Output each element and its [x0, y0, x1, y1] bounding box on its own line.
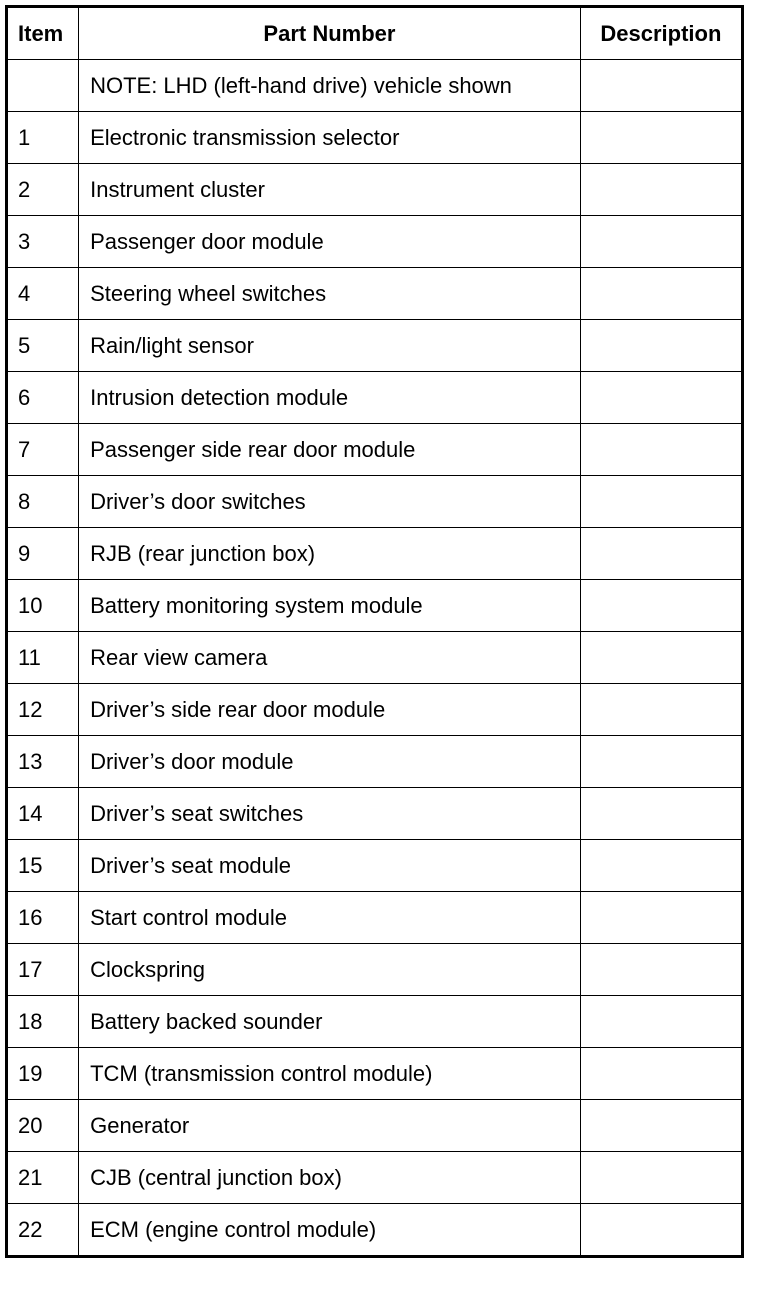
- item-number-cell: 18: [7, 996, 79, 1048]
- item-number-cell: 7: [7, 424, 79, 476]
- table-row: [7, 164, 743, 216]
- part-number-cell: RJB (rear junction box): [79, 528, 581, 580]
- part-number-cell: Clockspring: [79, 944, 581, 996]
- table-row: [7, 268, 743, 320]
- description-cell: [580, 580, 742, 632]
- table-row: [7, 580, 743, 632]
- part-number-cell: Generator: [79, 1100, 581, 1152]
- part-number-cell: Intrusion detection module: [79, 372, 581, 424]
- part-number-cell: Battery backed sounder: [79, 996, 581, 1048]
- description-cell: [580, 112, 742, 164]
- item-number-cell: 13: [7, 736, 79, 788]
- part-number-cell: Passenger door module: [79, 216, 581, 268]
- part-number-cell: Rear view camera: [79, 632, 581, 684]
- part-number-cell: Steering wheel switches: [79, 268, 581, 320]
- part-number-cell: Electronic transmission selector: [79, 112, 581, 164]
- description-cell: [580, 424, 742, 476]
- item-number-cell: 14: [7, 788, 79, 840]
- table-row: [7, 632, 743, 684]
- description-cell: [580, 216, 742, 268]
- item-number-cell: 10: [7, 580, 79, 632]
- part-number-cell: ECM (engine control module): [79, 1204, 581, 1257]
- description-cell: [580, 1152, 742, 1204]
- table-row: [7, 528, 743, 580]
- table-row: [7, 216, 743, 268]
- table-row: [7, 996, 743, 1048]
- description-cell: [580, 840, 742, 892]
- table-body: [7, 60, 743, 1257]
- part-number-cell: Driver’s door module: [79, 736, 581, 788]
- description-cell: [580, 996, 742, 1048]
- part-number-cell: CJB (central junction box): [79, 1152, 581, 1204]
- item-number-cell: 11: [7, 632, 79, 684]
- description-cell: [580, 268, 742, 320]
- item-number-cell: [7, 60, 79, 112]
- table-header: [7, 7, 743, 60]
- part-number-cell: Battery monitoring system module: [79, 580, 581, 632]
- item-number-cell: 19: [7, 1048, 79, 1100]
- header-description: Description: [580, 7, 742, 60]
- part-number-cell: Rain/light sensor: [79, 320, 581, 372]
- table-row: [7, 372, 743, 424]
- table-row: [7, 1100, 743, 1152]
- table-row: [7, 1204, 743, 1257]
- item-number-cell: 20: [7, 1100, 79, 1152]
- part-number-cell: Instrument cluster: [79, 164, 581, 216]
- description-cell: [580, 1204, 742, 1257]
- description-cell: [580, 1048, 742, 1100]
- table-row: [7, 1152, 743, 1204]
- part-number-cell: Passenger side rear door module: [79, 424, 581, 476]
- table-row: [7, 320, 743, 372]
- description-cell: [580, 736, 742, 788]
- item-number-cell: 12: [7, 684, 79, 736]
- part-number-cell: TCM (transmission control module): [79, 1048, 581, 1100]
- table-row: [7, 840, 743, 892]
- table-row: [7, 60, 743, 112]
- item-number-cell: 5: [7, 320, 79, 372]
- header-item: Item: [7, 7, 79, 60]
- item-number-cell: 9: [7, 528, 79, 580]
- item-number-cell: 4: [7, 268, 79, 320]
- table-row: [7, 424, 743, 476]
- table-row: [7, 944, 743, 996]
- table-row: [7, 1048, 743, 1100]
- part-number-cell: Driver’s seat switches: [79, 788, 581, 840]
- description-cell: [580, 944, 742, 996]
- parts-table: [5, 5, 744, 1258]
- part-number-cell: Driver’s side rear door module: [79, 684, 581, 736]
- item-number-cell: 21: [7, 1152, 79, 1204]
- description-cell: [580, 788, 742, 840]
- description-cell: [580, 632, 742, 684]
- item-number-cell: 22: [7, 1204, 79, 1257]
- table-row: [7, 788, 743, 840]
- description-cell: [580, 1100, 742, 1152]
- table-row: [7, 112, 743, 164]
- description-cell: [580, 892, 742, 944]
- part-number-cell: NOTE: LHD (left-hand drive) vehicle shown: [79, 60, 581, 112]
- item-number-cell: 16: [7, 892, 79, 944]
- part-number-cell: Start control module: [79, 892, 581, 944]
- header-row: [7, 7, 743, 60]
- description-cell: [580, 684, 742, 736]
- header-part-number: Part Number: [79, 7, 581, 60]
- table-row: [7, 684, 743, 736]
- item-number-cell: 15: [7, 840, 79, 892]
- item-number-cell: 2: [7, 164, 79, 216]
- table-row: [7, 736, 743, 788]
- item-number-cell: 3: [7, 216, 79, 268]
- part-number-cell: Driver’s seat module: [79, 840, 581, 892]
- description-cell: [580, 60, 742, 112]
- item-number-cell: 1: [7, 112, 79, 164]
- table-row: [7, 476, 743, 528]
- description-cell: [580, 528, 742, 580]
- description-cell: [580, 372, 742, 424]
- item-number-cell: 6: [7, 372, 79, 424]
- table-row: [7, 892, 743, 944]
- part-number-cell: Driver’s door switches: [79, 476, 581, 528]
- description-cell: [580, 476, 742, 528]
- description-cell: [580, 164, 742, 216]
- description-cell: [580, 320, 742, 372]
- item-number-cell: 17: [7, 944, 79, 996]
- item-number-cell: 8: [7, 476, 79, 528]
